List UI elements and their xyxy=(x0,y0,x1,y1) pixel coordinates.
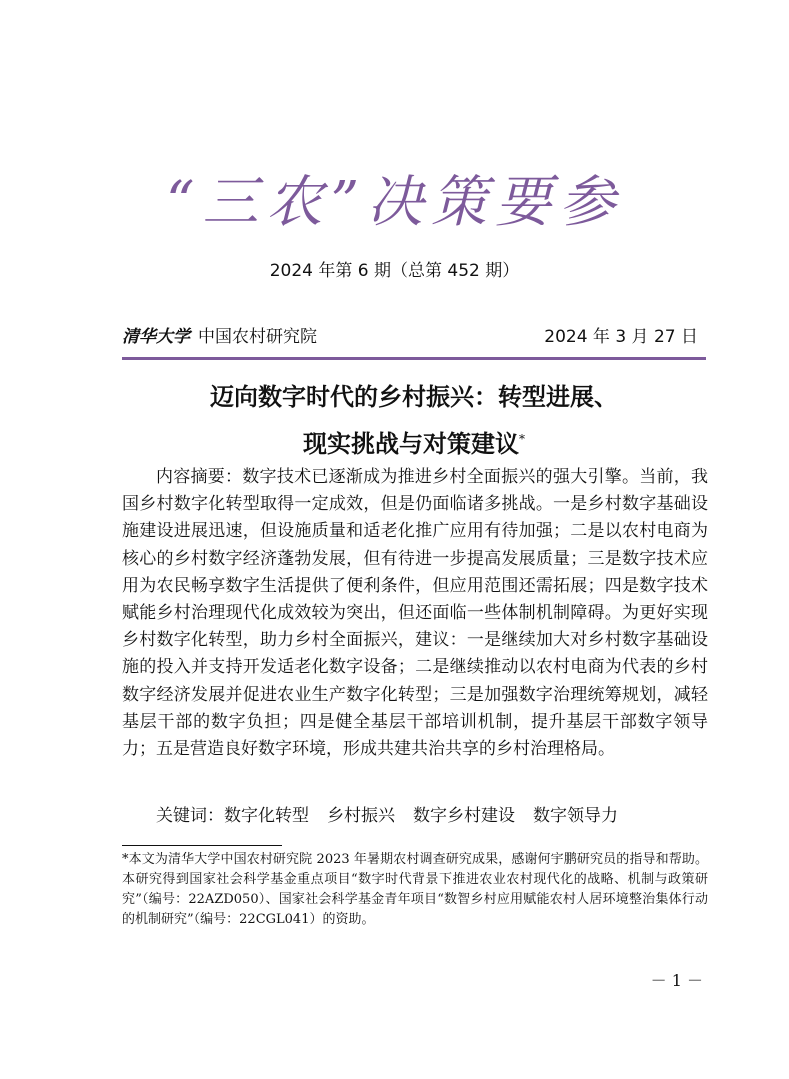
title-footnote-marker: * xyxy=(519,432,525,446)
article-title xyxy=(122,376,706,465)
keyword: 数字乡村建设 xyxy=(413,806,515,826)
title-line-2: 现实挑战与对策建议 xyxy=(303,429,519,458)
abstract-text: 数字技术已逐渐成为推进乡村全面振兴的强大引擎。当前，我国乡村数字化转型取得一定成效，但是仍面临诸多挑战。一是乡村数字基础设施建设进展迅速，但设施质量和适老化推广应用有待加强；二是以农村电商为核心的乡村数字经济蓬勃发展，但有待进一步提高发展质量；三是数字技术应用为农民畅享数字生活提供了便利条件，但应用范围还需拓展；四是数字技术赋能乡村治理现代化成效较为突出，但还面临一些体制机制障碍。为更好实现乡村数字化转型，助力乡村全面振兴，建议：一是继续加大对乡村数字基础设施的投入并支持开发适老化数字设备；二是继续推动以农村电商为代表的乡村数字经济发展并促进农业生产数字化转型；三是加强数字治理统筹规划，减轻基层干部的数字负担；四是健全基层干部培训机制，提升基层干部数字领导力；五是营造良好数字环境，形成共建共治共享的乡村治理格局。 xyxy=(122,467,709,760)
publish-date: 2024 年 3 月 27 日 xyxy=(544,327,698,347)
keywords xyxy=(156,803,636,830)
keyword: 乡村振兴 xyxy=(327,806,395,826)
abstract xyxy=(122,464,708,763)
title-line-1: 迈向数字时代的乡村振兴：转型进展、 xyxy=(210,382,618,411)
university-name: 清华大学 xyxy=(122,327,190,347)
issue-line: 2024 年第 6 期（总第 452 期） xyxy=(269,261,520,281)
keyword: 数字领导力 xyxy=(533,806,618,826)
keywords-label: 关键词： xyxy=(156,806,224,826)
masthead-title: “三农”决策要参 xyxy=(165,170,624,235)
abstract-label: 内容摘要： xyxy=(156,467,243,487)
page-number: － 1 － xyxy=(650,971,703,990)
footnote-divider xyxy=(122,845,282,846)
keyword: 数字化转型 xyxy=(224,806,309,826)
header-divider xyxy=(122,357,706,360)
footnote: *本文为清华大学中国农村研究院 2023 年暑期农村调查研究成果，感谢何宇鹏研究员的指导和帮助。本研究得到国家社会科学基金重点项目“数字时代背景下推进农业农村现代化的战略、机制与政策研究”（编号：22AZD050）、国家社会科学基金青年项目“数智乡村应用赋能农村人居环境整治集体行动的机制研究”（编号：22CGL041）的资助。 xyxy=(122,852,708,927)
publisher-row xyxy=(122,322,704,348)
institute-name: 中国农村研究院 xyxy=(198,327,317,347)
